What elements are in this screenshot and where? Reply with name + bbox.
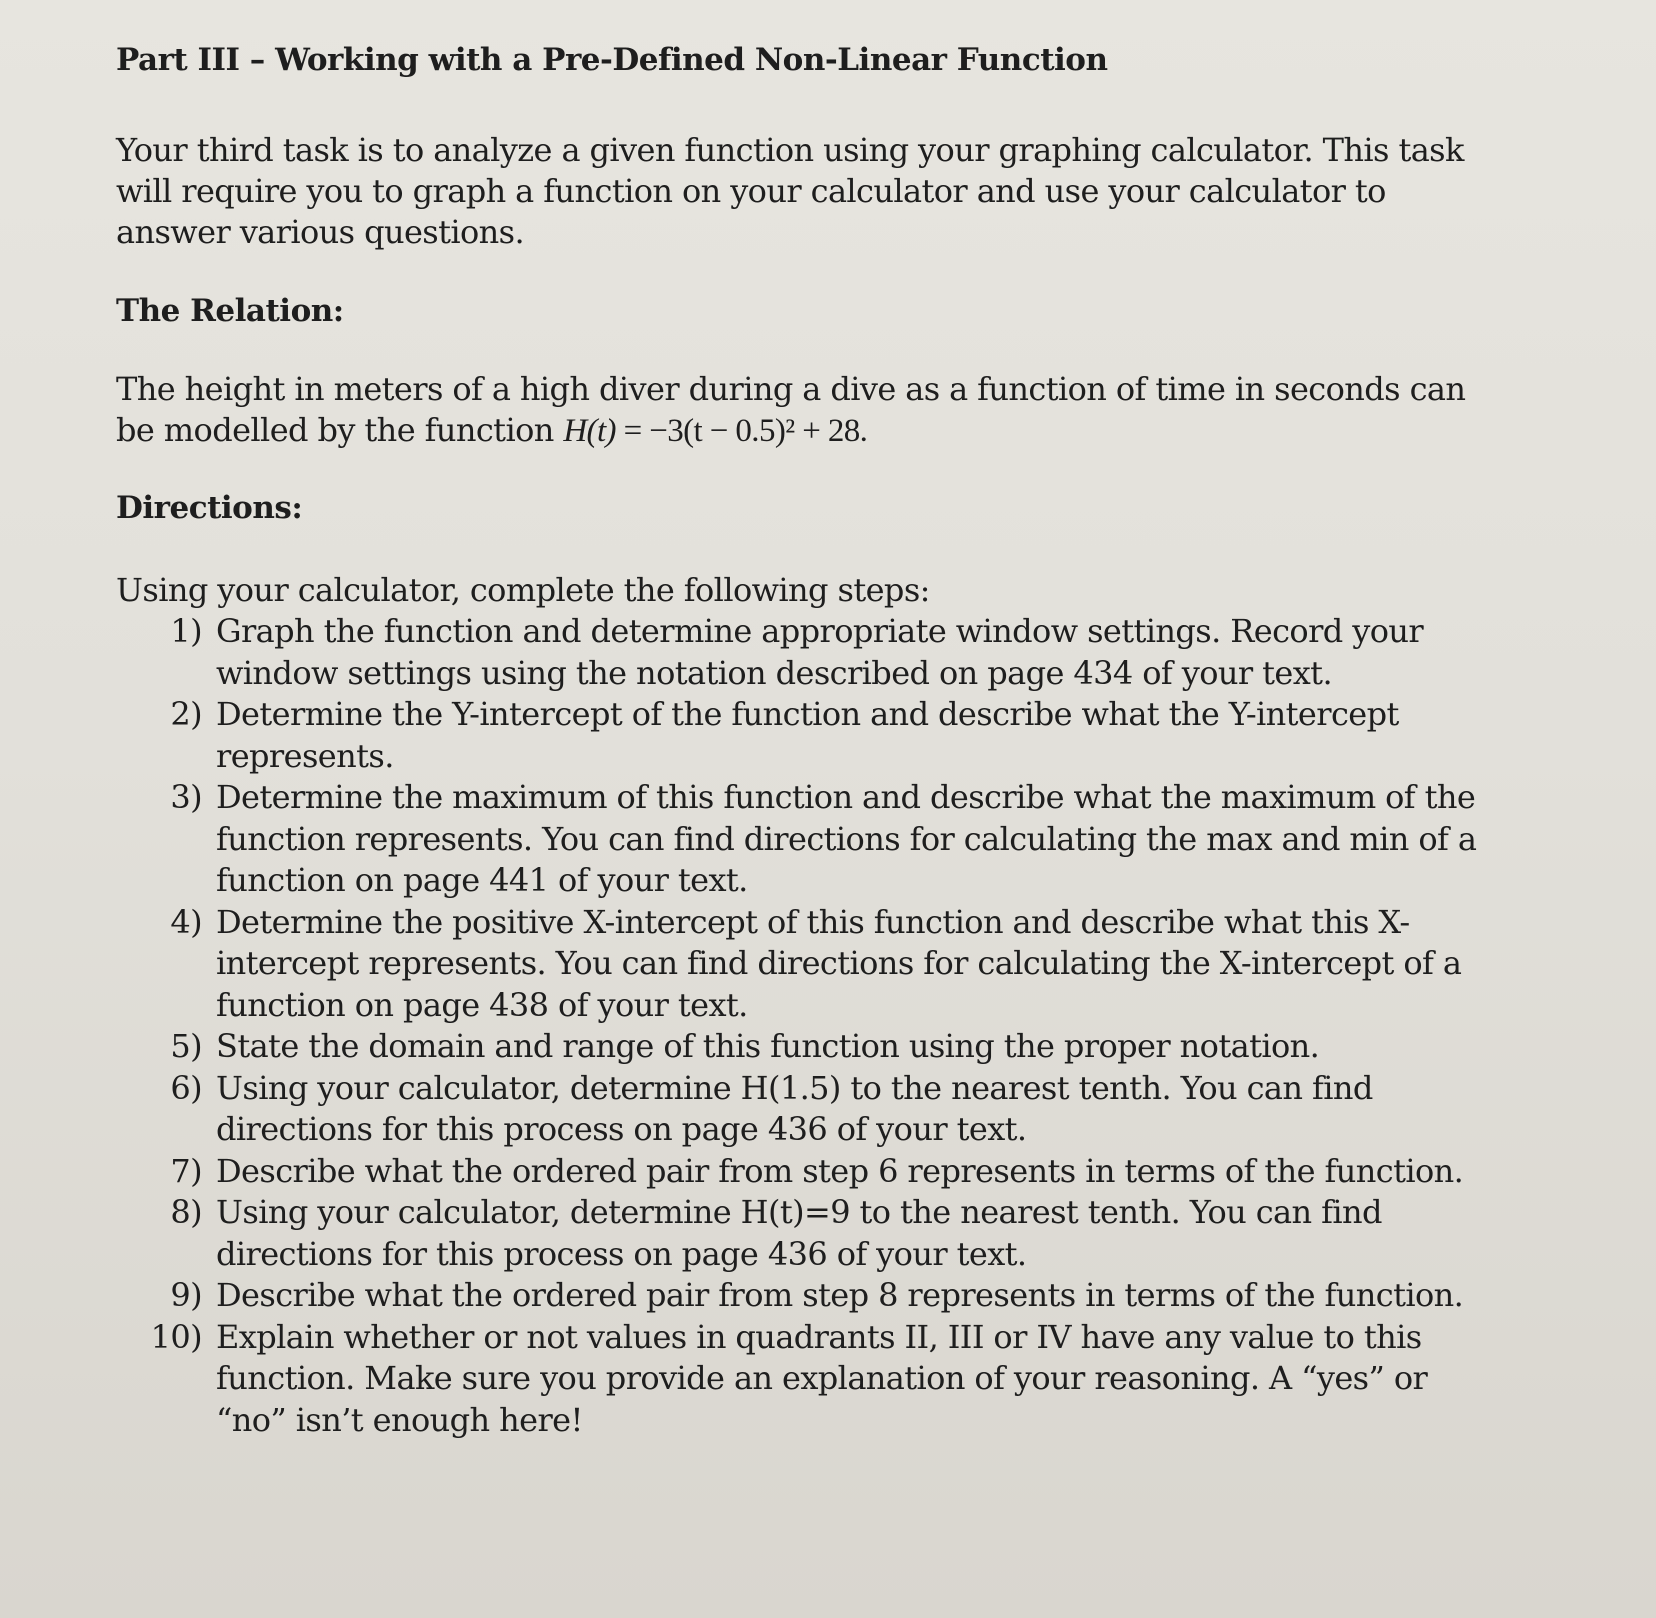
steps-list (116, 611, 1506, 1441)
step-number: 10) (150, 1317, 202, 1356)
step-number: 5) (170, 1027, 202, 1065)
step-number: 4) (170, 902, 202, 941)
step-text: Determine the positive X-intercept of this function and describe what this X-intercept represents. You can find directions for calculating the X-intercept of a function on page 438 of your text. (216, 902, 1462, 1024)
list-item (116, 611, 1506, 694)
step-number: 7) (170, 1151, 202, 1190)
directions-label: Directions: (116, 490, 303, 526)
step-number: 9) (170, 1276, 202, 1314)
step-text: Describe what the ordered pair from step 6 represents in terms of the function. (216, 1151, 1464, 1190)
step-number: 8) (170, 1193, 202, 1231)
step-text: Explain whether or not values in quadrants II, III or IV have any value to this function. Make sure you provide an explanation of your reasoning. A “yes” or “no” isn’t enough here! (216, 1317, 1428, 1439)
list-item (116, 1068, 1506, 1151)
relation-label: The Relation: (116, 293, 344, 329)
directions-lead: Using your calculator, complete the following steps: (116, 571, 930, 609)
step-number: 6) (170, 1068, 202, 1107)
step-number: 2) (170, 695, 202, 733)
list-item (116, 1026, 1506, 1068)
relation-paragraph (116, 369, 1506, 452)
function-lhs: H(t) (563, 413, 616, 449)
list-item (116, 1317, 1506, 1442)
step-text: Determine the Y-intercept of the function and describe what the Y-intercept represents. (216, 695, 1399, 775)
step-text: Determine the maximum of this function and describe what the maximum of the function represents. You can find directions for calculating the max and min of a function on page 441 of your text. (216, 778, 1477, 899)
step-text: State the domain and range of this function using the proper notation. (216, 1027, 1320, 1065)
step-text: Graph the function and determine appropriate window settings. Record your window settings using the notation described on page 434 of your text. (216, 612, 1424, 692)
step-text: Describe what the ordered pair from step 8 represents in terms of the function. (216, 1276, 1464, 1314)
list-item (116, 777, 1506, 902)
step-text: Using your calculator, determine H(t)=9 to the nearest tenth. You can find directions for this process on page 436 of your text. (216, 1193, 1382, 1273)
list-item (116, 902, 1506, 1027)
page-title: Part III – Working with a Pre-Defined Non-Linear Function (116, 42, 1108, 78)
intro-paragraph: Your third task is to analyze a given function using your graphing calculator. This task will require you to graph a function on your calculator and use your calculator to answer various questions. (116, 131, 1464, 251)
step-number: 1) (170, 612, 202, 650)
list-item (116, 1151, 1506, 1193)
step-text: Using your calculator, determine H(1.5) to the nearest tenth. You can find directions for this process on page 436 of your text. (216, 1068, 1373, 1148)
relation-text: The height in meters of a high diver during a dive as a function of time in seconds can be modelled by the function (116, 370, 1466, 449)
step-number: 3) (170, 778, 202, 816)
worksheet-page (116, 40, 1506, 1441)
list-item (116, 1192, 1506, 1275)
list-item (116, 694, 1506, 777)
function-rhs: = −3(t − 0.5)² + 28. (615, 413, 868, 449)
list-item (116, 1275, 1506, 1317)
